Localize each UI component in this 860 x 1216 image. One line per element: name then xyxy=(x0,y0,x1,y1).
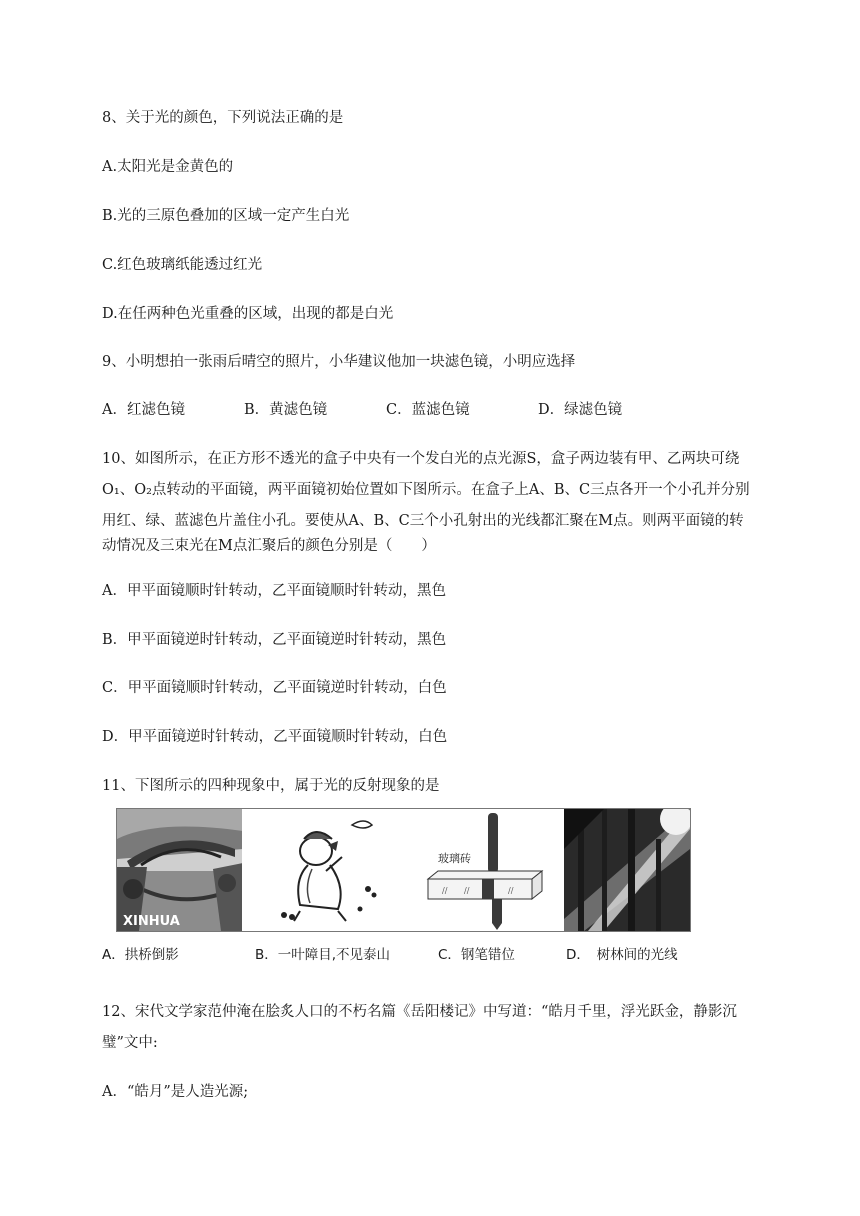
leaf-cartoon-drawing xyxy=(242,809,408,931)
q12-option-a: A．“皓月”是人造光源; xyxy=(102,1084,249,1100)
arch-bridge-photo xyxy=(117,809,243,931)
q9-option-d: D．绿滤色镜 xyxy=(538,402,623,418)
figure-caption-c: C．钢笔错位 xyxy=(438,947,515,963)
q9-stem: 9、小明想拍一张雨后晴空的照片，小华建议他加一块滤色镜，小明应选择 xyxy=(102,354,576,370)
q10-option-a: A．甲平面镜顺时针转动，乙平面镜顺时针转动，黑色 xyxy=(102,583,446,599)
q10-option-b: B．甲平面镜逆时针转动，乙平面镜逆时针转动，黑色 xyxy=(102,632,447,648)
q9-option-a: A．红滤色镜 xyxy=(102,402,185,418)
figure-pen-glass-block xyxy=(408,808,565,932)
figure-caption-b: B．一叶障目,不见泰山 xyxy=(255,947,391,963)
q12-stem-line-2: 璧”文中: xyxy=(102,1035,158,1051)
q12-stem-line-1: 12、宋代文学家范仲淹在脍炙人口的不朽名篇《岳阳楼记》中写道：“皓月千里，浮光跃金，静影沉 xyxy=(102,1004,737,1020)
figure-caption-a: A．拱桥倒影 xyxy=(102,947,179,963)
q8-option-a: A.太阳光是金黄色的 xyxy=(102,159,234,175)
q9-option-b: B．黄滤色镜 xyxy=(244,402,328,418)
q10-stem-line-1: 10、如图所示，在正方形不透光的盒子中央有一个发白光的点光源S，盒子两边装有甲、乙两块可绕 xyxy=(102,451,740,467)
q10-stem-line-3: 用红、绿、蓝滤色片盖住小孔。要使从A、B、C三个小孔射出的光线都汇聚在M点。则两平面镜的转 xyxy=(102,513,744,529)
q9-option-c: C．蓝滤色镜 xyxy=(386,402,470,418)
figure-forest-light-rays xyxy=(564,808,691,932)
q10-option-d: D．甲平面镜逆时针转动，乙平面镜顺时针转动，白色 xyxy=(102,729,448,745)
figure-arch-bridge-reflection xyxy=(116,808,244,932)
pen-glass-diagram xyxy=(408,809,564,931)
q8-option-b: B.光的三原色叠加的区域一定产生白光 xyxy=(102,208,350,224)
q11-stem: 11、下图所示的四种现象中，属于光的反射现象的是 xyxy=(102,778,440,794)
q8-option-d: D.在任两种色光重叠的区域，出现的都是白光 xyxy=(102,306,394,322)
q10-option-c: C．甲平面镜顺时针转动，乙平面镜逆时针转动，白色 xyxy=(102,680,447,696)
figure-caption-d: D． 树林间的光线 xyxy=(566,947,678,963)
forest-photo xyxy=(564,809,690,931)
q10-stem-line-2: O₁、O₂点转动的平面镜，两平面镜初始位置如下图所示。在盒子上A、B、C三点各开一个小孔并分别 xyxy=(102,482,750,498)
figure-leaf-blocking-view xyxy=(242,808,409,932)
q10-stem-line-4: 动情况及三束光在M点汇聚后的颜色分别是（ ） xyxy=(102,538,436,554)
watermark-text: XINHUA xyxy=(123,914,180,929)
q8-option-c: C.红色玻璃纸能透过红光 xyxy=(102,257,263,273)
svg-text://: // xyxy=(464,886,470,895)
q8-stem: 8、关于光的颜色，下列说法正确的是 xyxy=(102,110,344,126)
glass-block-label: 玻璃砖 xyxy=(438,852,471,865)
svg-text://: // xyxy=(442,886,448,895)
svg-text://: // xyxy=(508,886,514,895)
